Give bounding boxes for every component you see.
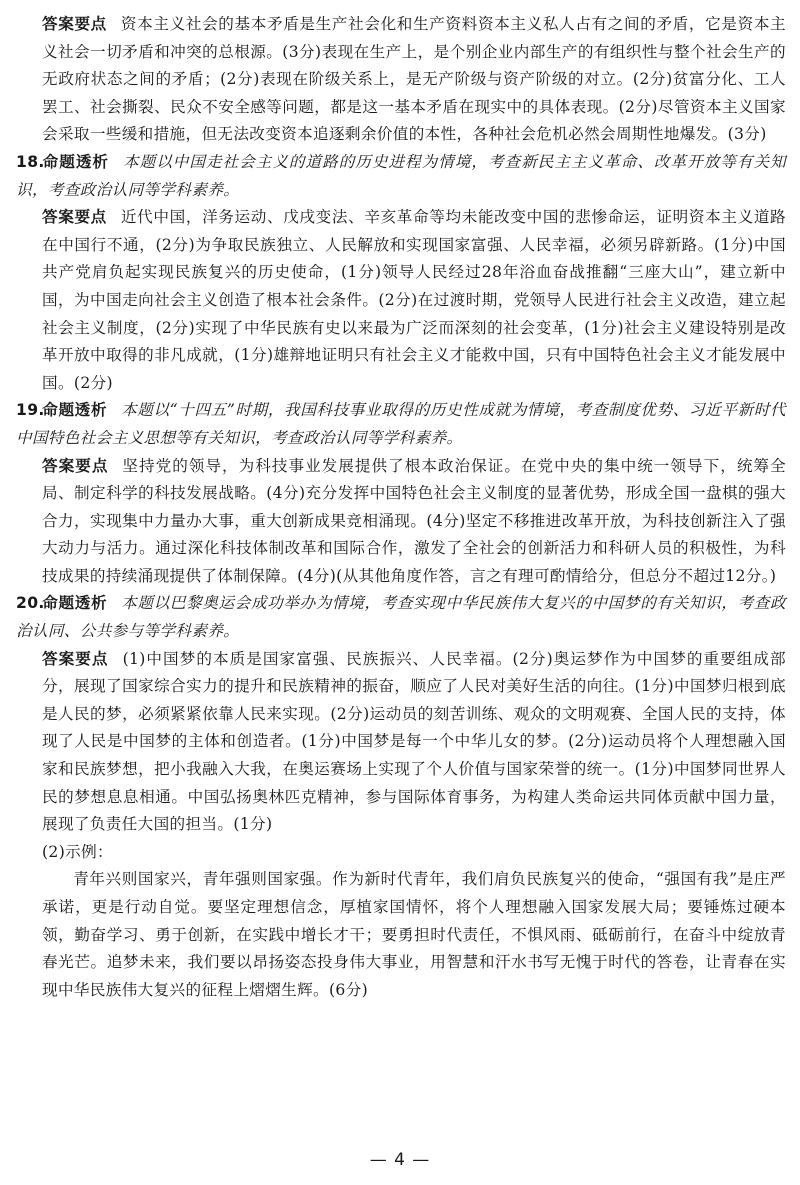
question-19 xyxy=(16,397,786,590)
answer-label: 答案要点 xyxy=(42,15,107,33)
q19-answer-text: 坚持党的领导，为科技事业发展提供了根本政治保证。在党中央的集中统一领导下，统筹全局、制定科学的科技发展战略。(4分)充分发挥中国特色社会主义制度的显著优势，形成全国一盘棋的强大合力，实现集中力量办大事，重大创新成果竞相涌现。(4分)坚定不移推进改革开放，为科技创新注入了强大动力与活力。通过深化科技体制改革和国际合作，激发了全社会的创新活力和科研人员的积极性，为科技成果的持续涌现提供了体制保障。(4分)(从其他角度作答，言之有理可酌情给分，但总分不超过12分。) xyxy=(42,456,786,585)
question-number: 18. xyxy=(16,152,45,171)
q20-part2-label: (2)示例： xyxy=(42,842,113,861)
q18-analysis-text: 本题以中国走社会主义的道路的历史进程为情境，考查新民主主义革命、改革开放等有关知识，考查政治认同等学科素养。 xyxy=(16,152,786,199)
question-20 xyxy=(16,590,786,1004)
q17-answer xyxy=(42,11,786,149)
q18-answer xyxy=(42,204,786,397)
q20-essay xyxy=(16,866,786,1004)
q19-analysis xyxy=(16,397,786,452)
q20-answer-text: (1)中国梦的本质是国家富强、民族振兴、人民幸福。(2分)奥运梦作为中国梦的重要组成部分，展现了国家综合实力的提升和民族精神的振奋，顺应了人民对美好生活的向往。(1分)中国梦归根到底是人民的梦，必须紧紧依靠人民来实现。(2分)运动员的刻苦训练、观众的文明观赛、全国人民的支持，体现了人民是中国梦的主体和创造者。(1分)中国梦是每一个中华儿女的梦。(2分)运动员将个人理想融入国家和民族梦想，把小我融入大我，在奥运赛场上实现了个人价值与国家荣誉的统一。(1分)中国梦同世界人民的梦想息息相通。中国弘扬奥林匹克精神，参与国际体育事务，为构建人类命运共同体贡献中国力量，展现了负责任大国的担当。(1分) xyxy=(42,649,786,834)
analysis-label: 命题透析 xyxy=(42,152,110,171)
page-content xyxy=(16,11,786,1004)
answer-label: 答案要点 xyxy=(42,456,109,475)
q20-analysis-text: 本题以巴黎奥运会成功举办为情境，考查实现中华民族伟大复兴的中国梦的有关知识，考查政治认同、公共参与等学科素养。 xyxy=(16,594,786,641)
q20-essay-text: 青年兴则国家兴，青年强则国家强。作为新时代青年，我们肩负民族复兴的使命，“强国有我”是庄严承诺，更是行动自觉。要坚定理想信念，厚植家国情怀，将个人理想融入国家发展大局；要锤炼过硬本领，勤奋学习、勇于创新，在实践中增长才干；要勇担时代责任，不惧风雨、砥砺前行，在奋斗中绽放青春光芒。追梦未来，我们要以昂扬姿态投身伟大事业，用智慧和汗水书写无愧于时代的答卷，让青春在实现中华民族伟大复兴的征程上熠熠生辉。(6分) xyxy=(42,870,786,999)
answer-label: 答案要点 xyxy=(42,649,109,668)
q20-analysis xyxy=(16,590,786,645)
answer-label: 答案要点 xyxy=(42,208,107,227)
question-number: 20. xyxy=(16,594,45,613)
q20-answer xyxy=(42,646,786,839)
q18-analysis xyxy=(16,149,786,204)
question-number: 19. xyxy=(16,401,45,420)
q19-answer xyxy=(42,453,786,591)
analysis-label: 命题透析 xyxy=(42,594,108,613)
q17-answer-text: 资本主义社会的基本矛盾是生产社会化和生产资料资本主义私人占有之间的矛盾，它是资本主义社会一切矛盾和冲突的总根源。(3分)表现在生产上，是个别企业内部生产的有组织性与整个社会生产的无政府状态之间的矛盾；(2分)表现在阶级关系上，是无产阶级与资产阶级的对立。(2分)贫富分化、工人罢工、社会撕裂、民众不安全感等问题，都是这一基本矛盾在现实中的具体表现。(2分)尽管资本主义国家会采取一些缓和措施，但无法改变资本追逐剩余价值的本性，各种社会危机必然会周期性地爆发。(3分) xyxy=(42,15,786,144)
analysis-label: 命题透析 xyxy=(42,401,108,420)
page-number: — 4 — xyxy=(369,1150,431,1170)
q19-analysis-text: 本题以“十四五”时期，我国科技事业取得的历史性成就为情境，考查制度优势、习近平新时代中国特色社会主义思想等有关知识，考查政治认同等学科素养。 xyxy=(16,401,786,447)
q18-answer-text: 近代中国，洋务运动、戊戌变法、辛亥革命等均未能改变中国的悲惨命运，证明资本主义道路在中国行不通，(2分)为争取民族独立、人民解放和实现国家富强、人民幸福，必须另辟新路。(1分)中国共产党肩负起实现民族复兴的历史使命，(1分)领导人民经过28年浴血奋战推翻“三座大山”，建立新中国，为中国走向社会主义创造了根本社会条件。(2分)在过渡时期，党领导人民进行社会主义改造，建立起社会主义制度，(2分)实现了中华民族有史以来最为广泛而深刻的社会变革，(1分)社会主义建设特别是改革开放中取得的非凡成就，(1分)雄辩地证明只有社会主义才能救中国，只有中国特色社会主义才能发展中国。(2分) xyxy=(42,208,786,392)
question-18 xyxy=(16,149,786,397)
